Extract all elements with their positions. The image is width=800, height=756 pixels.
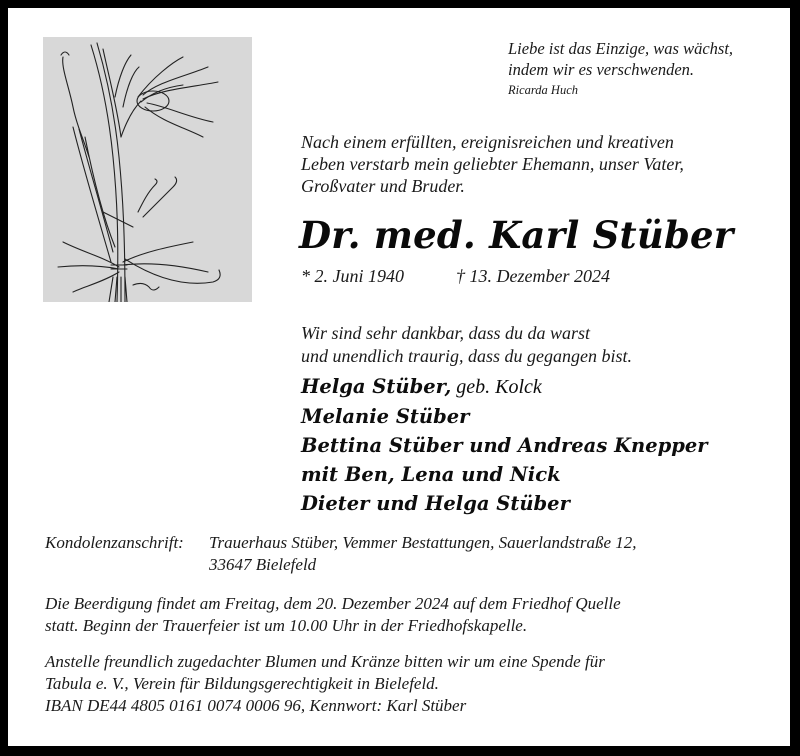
intro-text (301, 131, 684, 197)
condolence-label: Kondolenzanschrift: (45, 533, 184, 552)
gratitude-line: Wir sind sehr dankbar, dass du da warst (301, 323, 591, 343)
funeral-info (45, 593, 621, 637)
mourner-spouse (301, 372, 708, 402)
obituary-notice (8, 8, 790, 746)
life-dates (301, 265, 610, 287)
plant-sketch-icon (43, 37, 252, 302)
intro-line: Nach einem erfüllten, ereignisreichen und kreativen (301, 132, 674, 152)
quote-line: indem wir es verschwenden. (508, 60, 695, 79)
intro-line: Großvater und Bruder. (301, 176, 465, 196)
funeral-line: statt. Beginn der Trauerfeier ist um 10.00 Uhr in der Friedhofskapelle. (45, 616, 528, 635)
mourner-entry: Bettina Stüber und Andreas Knepper (301, 434, 708, 457)
death-date: † 13. Dezember 2024 (456, 266, 610, 286)
funeral-line: Die Beerdigung findet am Freitag, dem 20. Dezember 2024 auf dem Friedhof Quelle (45, 594, 621, 613)
birth-date: * 2. Juni 1940 (301, 266, 404, 286)
mourner-entry: mit Ben, Lena und Nick (301, 463, 561, 486)
mourners-list (301, 372, 708, 518)
spouse-maiden-name: geb. Kolck (451, 376, 542, 398)
condolence-address-line: Trauerhaus Stüber, Vemmer Bestattungen, Sauerlandstraße 12, (209, 533, 637, 552)
epigraph-quote (508, 38, 733, 100)
mourner-entry: Dieter und Helga Stüber (301, 492, 570, 515)
donation-line: Anstelle freundlich zugedachter Blumen und Kränze bitten wir um eine Spende für (45, 652, 605, 671)
plant-sketch-illustration (43, 37, 252, 302)
condolence-address-line: 33647 Bielefeld (209, 555, 317, 574)
deceased-name: Dr. med. Karl Stüber (299, 213, 734, 257)
donation-info (45, 651, 605, 717)
mourner-entry: Melanie Stüber (301, 405, 470, 428)
gratitude-text (301, 322, 632, 368)
quote-author: Ricarda Huch (508, 83, 579, 97)
gratitude-line: und unendlich traurig, dass du gegangen bist. (301, 346, 632, 366)
spouse-name: Helga Stüber, (301, 375, 452, 398)
donation-iban: IBAN DE44 4805 0161 0074 0006 96, Kennwort: Karl Stüber (45, 696, 467, 715)
donation-line: Tabula e. V., Verein für Bildungsgerechtigkeit in Bielefeld. (45, 674, 439, 693)
quote-line: Liebe ist das Einzige, was wächst, (508, 39, 734, 58)
intro-line: Leben verstarb mein geliebter Ehemann, unser Vater, (301, 154, 684, 174)
condolence-address (45, 532, 637, 576)
spacer (45, 554, 209, 576)
